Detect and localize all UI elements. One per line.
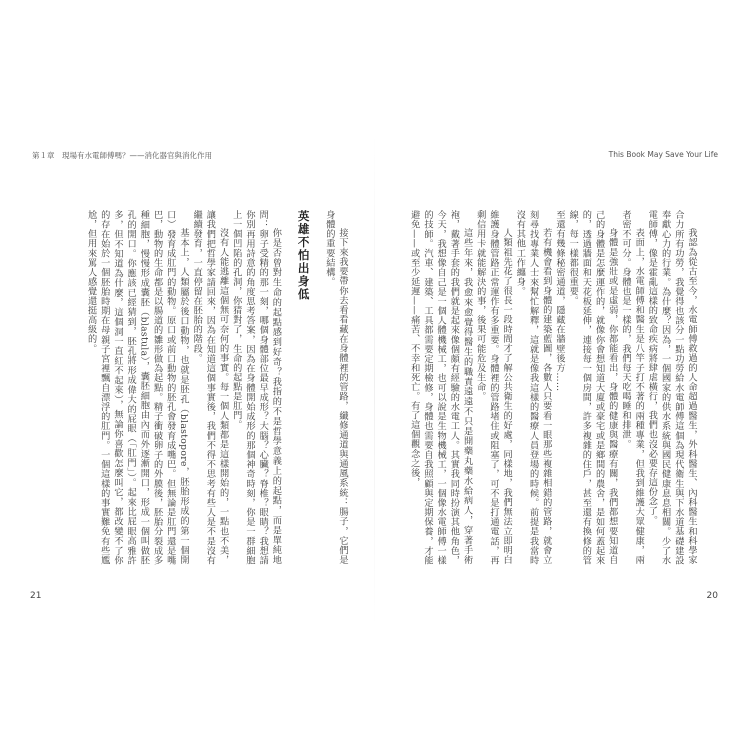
page-number-left: 21	[30, 591, 42, 601]
paragraph: 我認為從古至今，水電師傅救過的人命超過醫生，外科醫生、內科醫生和科學家合力所有功勞，我覺得也該分一點功勞給水電師傅這個為現代衛生與下水道基礎建設奉獻心力的行業。為什麼？因為，一個國家的供水系統與國民健康息息相關。少了水電師傅，像是霍亂這樣的致命疾病將肆虐橫行，我們也沒必要存這份念了。	[646, 210, 697, 565]
running-header-left: 第１章 現場有水電師傅嗎？——消化器官與消化作用	[32, 151, 212, 160]
paragraph: 基本上，人類屬於後口動物，也就是胚孔（blastopore，胚胎形成的第一個開口）發育成肛門的動物。原口或前口動物的胚孔會發育成嘴巴。但無論是肛門還是嘴巴，動物的生命都是以腸道的雛形做為起點。精子衝破卵子的外膜後，胚胎分裂成多種細胞，慢慢形成囊胚（blastula），囊胚細胞由內而外逐漸開口，形成一個叫做胚孔的開口。你應該已經猜到，胚孔將形成偉大的屁眼（「肛門」）。起來比屁眼高雅許多，但不知道為什麼，這個洞一直紅不起來），無論你喜歡怎麼叫它，都改變不了你的存在始於一個胚胎時期在母親子宮裡飄自漂浮的肛門。一個這樣的事實難免有些尷尬，但用來罵人感覺還挺高級的。	[85, 210, 189, 565]
paragraph: 人類祖先花了很長一段時間才了解公共衛生的好處，同樣地，我們無法立即明白維護身體管路正常運作有多重要。身體裡的管路堵住或阻塞了，可不是打通電話，再剩信用卡就能解決的事，後果可能危及生命。	[474, 210, 513, 565]
paragraph: 沒有人能逃離這個無可奈何的事實。每一個人類都是這樣開始的，一點也不美，讓我們把哲學家請回來，因為在知道這個事實後，我們不得不思考有些人是不是沒有繼續發育，一直停留在胚胎的階段。	[191, 210, 229, 565]
book-gutter	[374, 130, 375, 630]
paragraph: 這些年來，我愈來愈覺得醫生的職責遠遠不只是開藥丸藥水給病人，穿著手術袍，戴著手套的我們就是起來像個頗有經驗的水電工人。其實我同時扮演其他角色，今天，我想像自己是一個人體機械工，也可以說是生物機械工，一個像水電師傅一樣的技師。汽車、建築、工具都需要定期檢修，身體也需要自我照顧與定期保養，才能避免——或至少延遲——痛苦、不幸和死亡。有了這個觀念之後，	[408, 210, 473, 565]
running-header-right: This Book May Save Your Life	[608, 150, 718, 159]
paragraph: 至還有幾條秘密通道，隱藏在牆壁後方……	[553, 210, 565, 392]
paragraph: 你是否曾對生命的起點感到好奇？我指的不是哲學意義上的起點，而是單純地問：卵子受精的那一刻，哪個身體部位最早成形？大腦？心臟？脊椎？眼睛？我想請你別再用詩意的角度思考答案，因為在身體開始成形的那個神奇時刻，你是一群細胞上一個凹陷的孔洞，你猜對了，生命的起點是肛門。	[230, 210, 282, 565]
paragraph: 表面上，水電師傅和醫生是八竿子打不著的兩種專業，但我到維護大眾健康，兩者密不可分。身體也是一樣的，我們每天吃喝睡和排泄。	[619, 210, 645, 565]
paragraph: 身體是強壯或是虛弱，你都能看出，身體的健康與醫療有關，我們都想要知道自己的身體是怎麼運作的，就像你會想知道大廈或豪宅或是鄉間的農舍，是如何蓋起來的，透過牆面和天花板延伸，連接每一個房間，許多複雜的住戶，甚至還有換修的管線，每一樣都很重要。	[567, 210, 618, 565]
page-number-right: 20	[706, 591, 718, 601]
paragraph: 接下來我要帶你去看看藏在身體裡的管路，纖修通道與通風系統：腸子，它們是身體的重要結構。	[323, 210, 348, 565]
right-page	[375, 0, 750, 750]
left-page-text	[84, 210, 349, 565]
section-heading: 英雄不怕出身低	[296, 210, 311, 301]
paragraph: 若有機會看到身體的建築藍圖，各數人只要看一眼那些複雜相錯的管路，就會立刻尋找專業人士來幫忙解釋，這就是像我這樣的醫療人員登場的時候。前提是我當時沒有其他工作纏身。	[514, 210, 552, 565]
right-page-text	[408, 210, 698, 565]
